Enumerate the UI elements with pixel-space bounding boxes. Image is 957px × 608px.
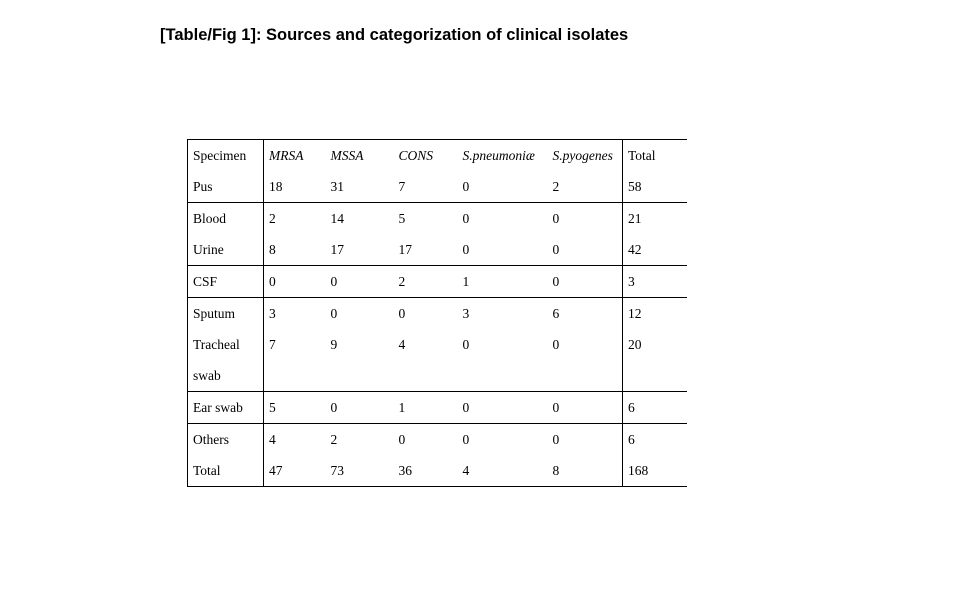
cell-value: 47 [269,463,283,478]
cell-value: 73 [330,463,344,478]
table-cell [394,424,458,487]
cell-value: 168 [628,463,649,478]
column-header: Specimen [193,148,247,163]
table-cell [623,140,687,203]
table-cell [548,298,623,392]
row-label: Others [193,432,229,447]
table-cell [458,298,548,392]
cell-value: 2 [330,432,338,447]
cell-value: 0 [552,242,560,257]
cell-value: 5 [398,211,406,226]
table-row-block [188,392,687,424]
cell-value: 0 [462,432,470,447]
cell-value: 0 [552,274,560,289]
table-cell [623,392,687,424]
cell-value: 42 [628,242,642,257]
table-row-block [188,203,687,266]
figure-title: [Table/Fig 1]: Sources and categorization of clinical isolates [160,26,629,44]
cell-value: 31 [330,179,344,194]
cell-value: 5 [269,400,276,415]
table-cell [188,266,264,298]
table-cell [326,424,394,487]
table-cell [394,392,458,424]
row-label: Pus [193,179,213,194]
table-cell [458,424,548,487]
cell-value: 3 [462,306,470,321]
column-header: Total [628,148,656,163]
table-cell [188,424,264,487]
cell-value: 2 [398,274,406,289]
column-header: S.pneumoniæ [462,148,535,163]
table-cell [623,266,687,298]
cell-value: 0 [330,400,338,415]
cell-value: 8 [269,242,276,257]
table-cell [394,140,458,203]
table-row-block [188,424,687,487]
table-row-block [188,298,687,392]
row-label: Total [193,463,221,478]
cell-value: 0 [398,306,406,321]
cell-value: 3 [269,306,276,321]
table-cell [264,392,326,424]
table-cell [548,140,623,203]
table-cell [264,140,326,203]
row-label: Ear swab [193,400,243,415]
table-cell [548,266,623,298]
table-cell [326,298,394,392]
table-cell [188,392,264,424]
cell-value: 3 [628,274,635,289]
cell-value: 0 [552,337,560,352]
row-label: Blood [193,211,227,226]
cell-value: 7 [269,337,276,352]
cell-value: 4 [462,463,470,478]
cell-value: 20 [628,337,642,352]
cell-value: 1 [398,400,406,415]
row-label: CSF [193,274,218,289]
cell-value: 0 [462,400,470,415]
table-cell [188,203,264,266]
cell-value: 18 [269,179,283,194]
table-cell [326,266,394,298]
cell-value: 4 [269,432,276,447]
isolates-table [187,139,687,487]
table-cell [623,203,687,266]
cell-value: 8 [552,463,560,478]
column-header: MSSA [330,148,364,163]
table-cell [188,140,264,203]
cell-value: 9 [330,337,338,352]
cell-value: 2 [552,179,560,194]
cell-value: 0 [398,432,406,447]
cell-value: 0 [462,337,470,352]
row-label: Urine [193,242,224,257]
row-label: Sputum [193,306,236,321]
column-header: S.pyogenes [552,148,613,163]
table-cell [264,266,326,298]
cell-value: 7 [398,179,406,194]
cell-value: 0 [552,432,560,447]
cell-value: 58 [628,179,642,194]
table-cell [394,203,458,266]
row-label: Tracheal swab [193,337,240,383]
table-row-block [188,140,687,203]
cell-value: 6 [552,306,560,321]
cell-value: 0 [330,274,338,289]
table-cell [394,266,458,298]
table-cell [548,424,623,487]
cell-value: 0 [552,400,560,415]
column-header: MRSA [269,148,304,163]
cell-value: 4 [398,337,406,352]
cell-value: 21 [628,211,642,226]
table-cell [458,266,548,298]
table-cell [548,392,623,424]
table-cell [394,298,458,392]
cell-value: 0 [462,211,470,226]
cell-value: 0 [552,211,560,226]
cell-value: 1 [462,274,470,289]
table-cell [548,203,623,266]
cell-value: 0 [462,242,470,257]
table-cell [326,392,394,424]
cell-value: 17 [398,242,412,257]
cell-value: 0 [462,179,470,194]
column-header: CONS [398,148,434,163]
table-cell [458,392,548,424]
table-cell [458,203,548,266]
table-cell [188,298,264,392]
cell-value: 6 [628,432,635,447]
cell-value: 0 [269,274,276,289]
table-cell [264,298,326,392]
cell-value: 12 [628,306,642,321]
table-cell [264,203,326,266]
cell-value: 36 [398,463,412,478]
table-cell [264,424,326,487]
table-row-block [188,266,687,298]
table-cell [623,424,687,487]
cell-value: 0 [330,306,338,321]
table-cell [326,140,394,203]
cell-value: 6 [628,400,635,415]
table-cell [623,298,687,392]
cell-value: 17 [330,242,344,257]
cell-value: 14 [330,211,344,226]
table-cell [458,140,548,203]
cell-value: 2 [269,211,276,226]
table-cell [326,203,394,266]
